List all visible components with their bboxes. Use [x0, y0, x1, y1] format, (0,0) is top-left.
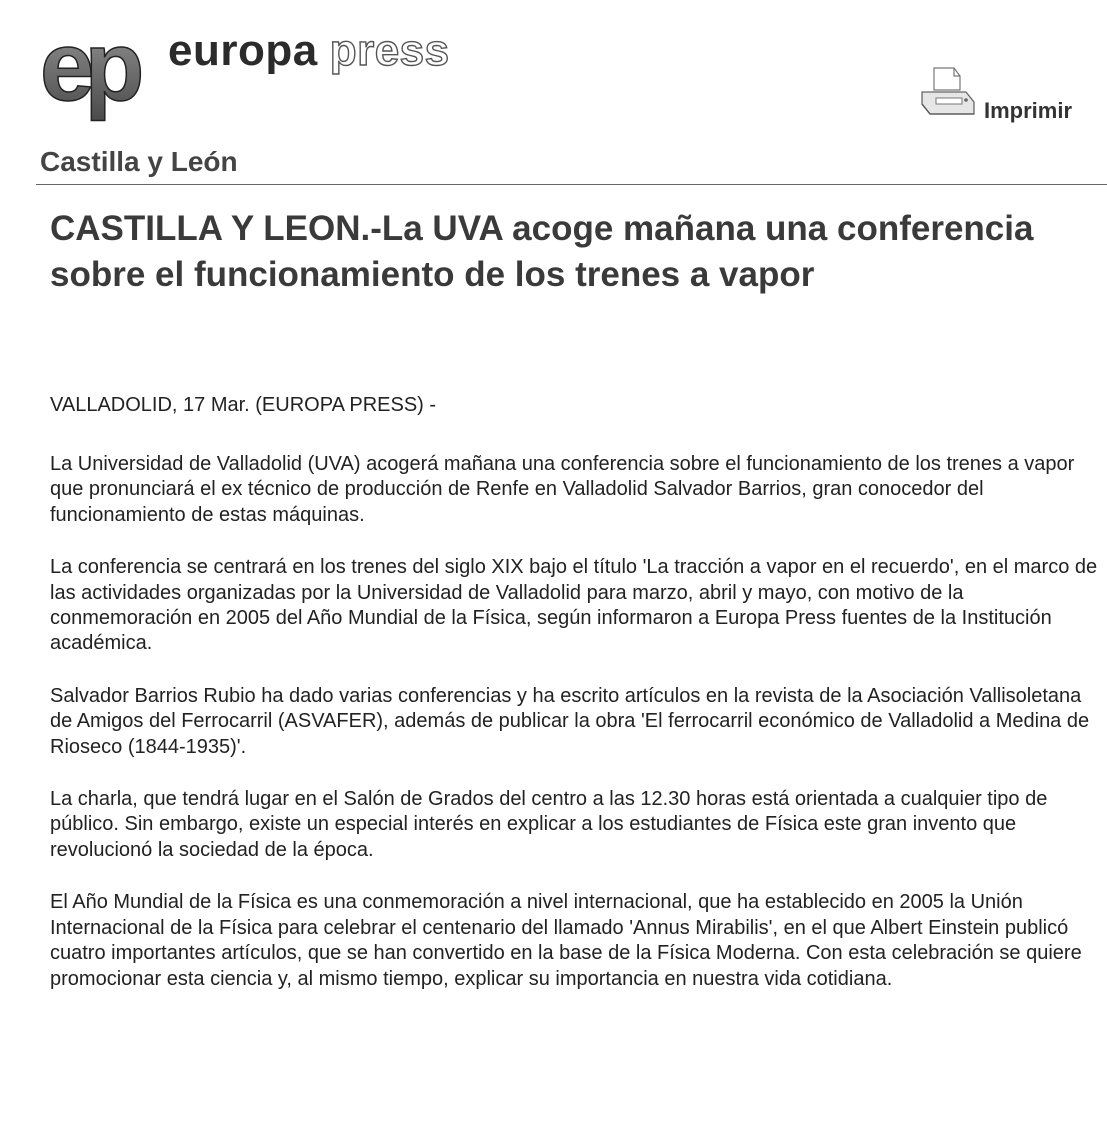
logo-word-press: press	[329, 26, 450, 75]
article-paragraph: Salvador Barrios Rubio ha dado varias conferencias y ha escrito artículos en la revista de la Asociación Vallisoletana de Amigos del Ferrocarril (ASVAFER), además de publicar la obra 'El ferrocarril económico de Valladolid a Medina de Rioseco (1844-1935)'.	[50, 684, 1090, 758]
logo-wordmark	[168, 26, 450, 76]
article-paragraph: El Año Mundial de la Física es una conmemoración a nivel internacional, que ha establecido en 2005 la Unión Internacional de la Física para celebrar el centenario del llamado 'Annus Mirabilis', en el que Albert Einstein publicó cuatro importantes artículos, que se han convertido en la base de la Física Moderna. Con esta celebración se quiere promocionar esta ciencia y, al mismo tiempo, explicar su importancia en nuestra vida cotidiana.	[50, 891, 1082, 990]
article-paragraph: La conferencia se centrará en los trenes del siglo XIX bajo el título 'La tracción a vapor en el recuerdo', en el marco de las actividades organizadas por la Universidad de Valladolid para marzo, abril y mayo, con motivo de la conmemoración en 2005 del Año Mundial de la Física, según informaron a Europa Press fuentes de la Institución académica.	[50, 556, 1098, 655]
print-button[interactable]	[916, 64, 1072, 126]
article-dateline: VALLADOLID, 17 Mar. (EUROPA PRESS) -	[50, 394, 437, 416]
logo-ep-graphic	[38, 22, 160, 126]
section-title: Castilla y León	[40, 146, 238, 177]
section-divider	[36, 184, 1107, 185]
europa-press-logo	[38, 22, 160, 126]
logo-word-europa: europa	[168, 26, 318, 75]
article-paragraph: La charla, que tendrá lugar en el Salón de Grados del centro a las 12.30 horas está orientada a cualquier tipo de público. Sin embargo, existe un especial interés en explicar a los estudiantes de Física este gran invento que revolucionó la sociedad de la época.	[50, 788, 1048, 861]
printer-icon	[916, 64, 978, 126]
article-title: CASTILLA Y LEON.-La UVA acoge mañana una conferencia sobre el funcionamiento de los trenes a vapor	[50, 209, 1034, 294]
print-label[interactable]: Imprimir	[984, 98, 1073, 123]
article-paragraph: La Universidad de Valladolid (UVA) acogerá mañana una conferencia sobre el funcionamiento de los trenes a vapor que pronunciará el ex técnico de producción de Renfe en Valladolid Salvador Barrios, gran conocedor del funcionamiento de estas máquinas.	[50, 453, 1075, 526]
logo-ep-letters: ep	[40, 22, 135, 121]
article-body	[50, 452, 1100, 1019]
